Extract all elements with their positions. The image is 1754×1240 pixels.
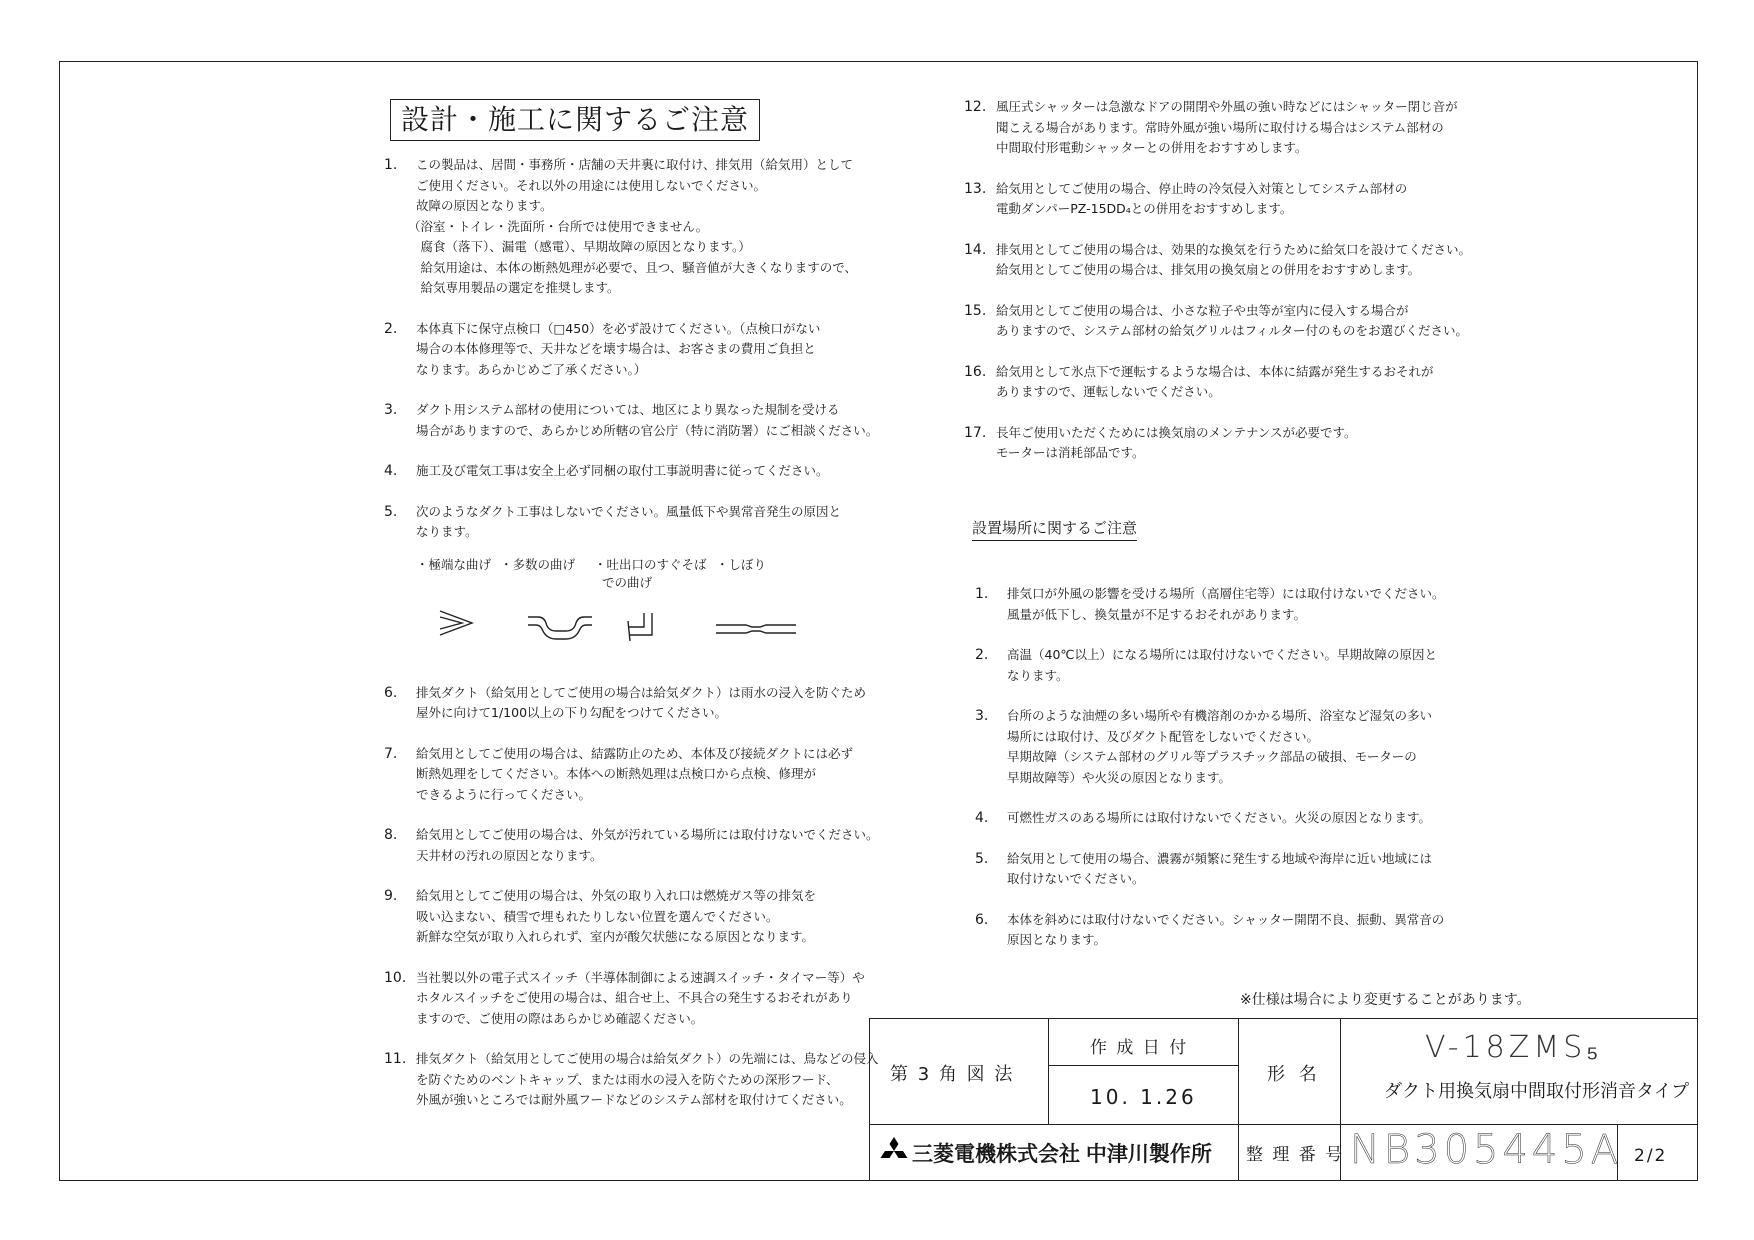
note-number: 6. (975, 911, 989, 928)
note-line: 聞こえる場合があります。常時外風が強い場所に取付ける場合はシステム部材の (996, 119, 1444, 135)
note-line: なります。 (416, 524, 478, 539)
note-number: 8. (384, 827, 398, 843)
note-line: 腐食（落下）、漏電（感電）、早期故障の原因となります。） (408, 239, 751, 254)
note-number: 5. (384, 503, 398, 520)
created-date-label: 作 成 日 付 (1090, 1038, 1189, 1058)
note-line: ホタルスイッチをご使用の場合は、組合せ上、不具合の発生するおそれがあり (416, 990, 853, 1005)
note-number: 17. (964, 424, 987, 441)
note-line: ますので、ご使用の際はあらかじめ確認ください。 (416, 1010, 704, 1026)
note-item (964, 423, 1424, 464)
note-item (975, 910, 1445, 951)
note-line: この製品は、居間・事務所・店舗の天井裏に取付け、排気用（給気用）として (416, 157, 854, 172)
bend-label: ・極端な曲げ (416, 556, 492, 572)
note-line: 給気用としてご使用の場合は、外気が汚れている場所には取付けないでください。 (416, 827, 879, 842)
note-line: 本体を斜めには取付けないでください。シャッター開閉不良、振動、異常音の (1007, 911, 1445, 927)
document-number: NB305445A (1350, 1127, 1623, 1173)
note-number: 9. (384, 888, 398, 904)
note-line: 可燃性ガスのある場所には取付けないでください。火災の原因となります。 (1007, 810, 1432, 825)
note-number: 7. (384, 745, 398, 762)
note-line: 本体真下に保守点検口（□450）を必ず設けてください。（点検口がない (416, 320, 821, 336)
note-line: 給気用としてご使用の場合は、排気用の換気扇との併用をおすすめします。 (996, 262, 1421, 277)
note-line: 故障の原因となります。 (416, 198, 553, 213)
note-line: 断熱処理をしてください。本体への断熱処理は点検口から点検、修理が (416, 766, 817, 781)
note-line: 新鮮な空気が取り入れられず、室内が酸欠状態になる原因となります。 (416, 929, 815, 944)
note-line: 風圧式シャッターは急激なドアの開閉や外風の強い時などにはシャッター閉じ音が (996, 99, 1458, 114)
note-number: 10. (384, 969, 407, 986)
projection-method: 第 3 角 図 法 (890, 1064, 1015, 1085)
note-number: 11. (384, 1051, 407, 1067)
note-line: 給気用として氷点下で運転するような場合は、本体に結露が発生するおそれが (996, 363, 1434, 379)
note-item (384, 968, 865, 1030)
note-line: 給気用としてご使用の場合は、外気の取り入れ口は燃焼ガス等の排気を (416, 888, 817, 903)
note-item (964, 97, 1458, 159)
note-line: なります。 (1007, 667, 1069, 683)
note-line: 早期故障（システム部材のグリル等プラスチック部品の破損、モーターの (1007, 749, 1417, 764)
note-line: 施工及び電気工事は安全上必ず同梱の取付工事説明書に従ってください。 (416, 463, 829, 478)
note-line: 次のようなダクト工事はしないでください。風量低下や異常音発生の原因と (416, 503, 842, 519)
note-item (975, 584, 1445, 625)
bend-label: ・多数の曲げ (500, 556, 576, 572)
note-line: 吸い込まない、積雪で埋もれたりしない位置を選んでください。 (416, 908, 779, 924)
spec-change-note: ※仕様は場合により変更することがあります。 (1240, 992, 1531, 1008)
note-line: 排気ダクト（給気用としてご使用の場合は給気ダクト）は雨水の浸入を防ぐため (416, 684, 867, 700)
note-line: 早期故障等）や火災の原因となります。 (1007, 769, 1232, 785)
note-item (384, 744, 854, 806)
note-item (384, 502, 844, 543)
note-line: 排気ダクト（給気用としてご使用の場合は給気ダクト）の先端には、鳥などの侵入 (416, 1051, 879, 1066)
note-line: 給気用としてご使用の場合は、小さな粒子や虫等が室内に侵入する場合が (996, 302, 1409, 318)
note-item (975, 808, 1432, 829)
mitsubishi-logo-icon (879, 1137, 909, 1165)
note-line: 排気口が外風の影響を受ける場所（高層住宅等）には取付けないでください。 (1007, 586, 1445, 601)
note-item (384, 155, 858, 299)
created-date: 10. 1.26 (1090, 1085, 1197, 1109)
model-number: V-18ZMS₅ (1425, 1030, 1603, 1065)
note-line: ダクト用システム部材の使用については、地区により異なった規制を受ける (416, 402, 840, 417)
note-line: 給気専用製品の選定を推奨します。 (408, 280, 620, 295)
note-line: 給気用としてご使用の場合は、結露防止のため、本体及び接続ダクトには必ず (416, 745, 854, 761)
note-line: 外風が強いところでは耐外風フードなどのシステム部材を取付けてください。 (416, 1092, 852, 1107)
note-line: 当社製以外の電子式スイッチ（半導体制御による速調スイッチ・タイマー等）や (416, 969, 865, 985)
note-line: 場合がありますので、あらかじめ所轄の官公庁（特に消防署）にご相談ください。 (416, 422, 879, 438)
note-line: 給気用途は、本体の断熱処理が必要で、且つ、騒音値が大きくなりますので、 (408, 259, 858, 275)
note-number: 5. (975, 850, 989, 867)
note-item (964, 240, 1472, 281)
note-item (384, 461, 844, 482)
note-item (384, 1049, 879, 1111)
note-item (964, 179, 1424, 220)
note-number: 12. (964, 99, 987, 115)
note-number: 6. (384, 684, 398, 701)
note-number: 4. (384, 463, 398, 479)
note-line: 台所のような油煙の多い場所や有機溶剤のかかる場所、浴室など湿気の多い (1007, 708, 1433, 723)
model-description: ダクト用換気扇中間取付形消音タイプ (1384, 1081, 1690, 1102)
note-line: を防ぐためのベントキャップ、または雨水の浸入を防ぐための深形フード、 (416, 1071, 839, 1087)
note-line: 給気用として使用の場合、濃霧が頻繁に発生する地域や海岸に近い地域には (1007, 850, 1433, 866)
note-number: 2. (975, 647, 989, 663)
note-line: 取付けないでください。 (1007, 871, 1145, 886)
note-number: 2. (384, 320, 398, 337)
note-number: 4. (975, 810, 989, 826)
note-number: 16. (964, 363, 987, 380)
note-line: ありますので、運転しないでください。 (996, 384, 1221, 399)
note-line: 天井材の汚れの原因となります。 (416, 847, 603, 863)
duct-bend-examples (416, 555, 844, 667)
note-number: 13. (964, 180, 987, 197)
note-number: 14. (964, 241, 987, 258)
location-notes (975, 584, 1445, 971)
note-line: 場合の本体修理等で、天井などを壊す場合は、お客さまの費用ご負担と (416, 341, 816, 356)
note-line: 屋外に向けて1/100以上の下り勾配をつけてください。 (416, 705, 728, 720)
note-item (384, 400, 879, 441)
bend-label: ・吐出口のすぐそば (594, 556, 707, 572)
note-item (975, 645, 1437, 686)
note-item (384, 683, 867, 724)
note-line: モーターは消耗部品です。 (996, 445, 1145, 460)
note-item (964, 362, 1434, 403)
note-line: 場所には取付け、及びダクト配管をしないでください。 (1007, 728, 1320, 744)
note-line: 中間取付形電動シャッターとの併用をおすすめします。 (996, 140, 1308, 155)
bend-label: ・しぼり (716, 556, 767, 572)
left-column (384, 155, 879, 1131)
note-line: 給気用としてご使用の場合、停止時の冷気侵入対策としてシステム部材の (996, 180, 1408, 196)
page-title: 設計・施工に関するご注意 (390, 99, 760, 141)
page-number: 2/2 (1634, 1146, 1668, 1166)
note-line: 高温（40℃以上）になる場所には取付けないでください。早期故障の原因と (1007, 647, 1437, 662)
right-column (964, 97, 1472, 484)
section-title-location: 設置場所に関するご注意 (972, 517, 1137, 541)
note-line: （浴室・トイレ・洗面所・台所では使用できません。 (408, 218, 709, 234)
note-line: 排気用としてご使用の場合は、効果的な換気を行うために給気口を設けてください。 (996, 241, 1472, 257)
drawing-frame (59, 61, 1698, 1181)
model-label: 形 名 (1267, 1064, 1321, 1085)
note-number: 3. (384, 402, 398, 418)
note-item (384, 886, 844, 948)
note-line: できるように行ってください。 (416, 786, 592, 802)
company-name: 三菱電機株式会社 中津川製作所 (912, 1143, 1212, 1166)
note-line: 原因となります。 (1007, 932, 1107, 947)
note-item (964, 301, 1469, 342)
note-number: 1. (384, 157, 398, 173)
note-line: 長年ご使用いただくためには換気扇のメンテナンスが必要です。 (996, 424, 1357, 440)
note-item (975, 706, 1433, 788)
note-number: 1. (975, 586, 989, 602)
note-line: ご使用ください。それ以外の用途には使用しないでください。 (416, 177, 767, 193)
note-line: 風量が低下し、換気量が不足するおそれがあります。 (1007, 606, 1307, 622)
note-line: ありますので、システム部材の給気グリルはフィルター付のものをお選びください。 (996, 323, 1469, 338)
bend-label: での曲げ (602, 574, 653, 590)
document-number-label: 整 理 番 号 (1246, 1145, 1345, 1165)
note-item (384, 825, 879, 866)
note-line: 電動ダンパーPZ-15DD₄との併用をおすすめします。 (996, 201, 1293, 216)
note-line: なります。あらかじめご了承ください。） (416, 361, 647, 377)
note-item (384, 319, 844, 381)
bend-diagrams-icon (416, 555, 836, 667)
note-number: 3. (975, 708, 989, 724)
note-number: 15. (964, 302, 987, 319)
note-item (975, 849, 1433, 890)
